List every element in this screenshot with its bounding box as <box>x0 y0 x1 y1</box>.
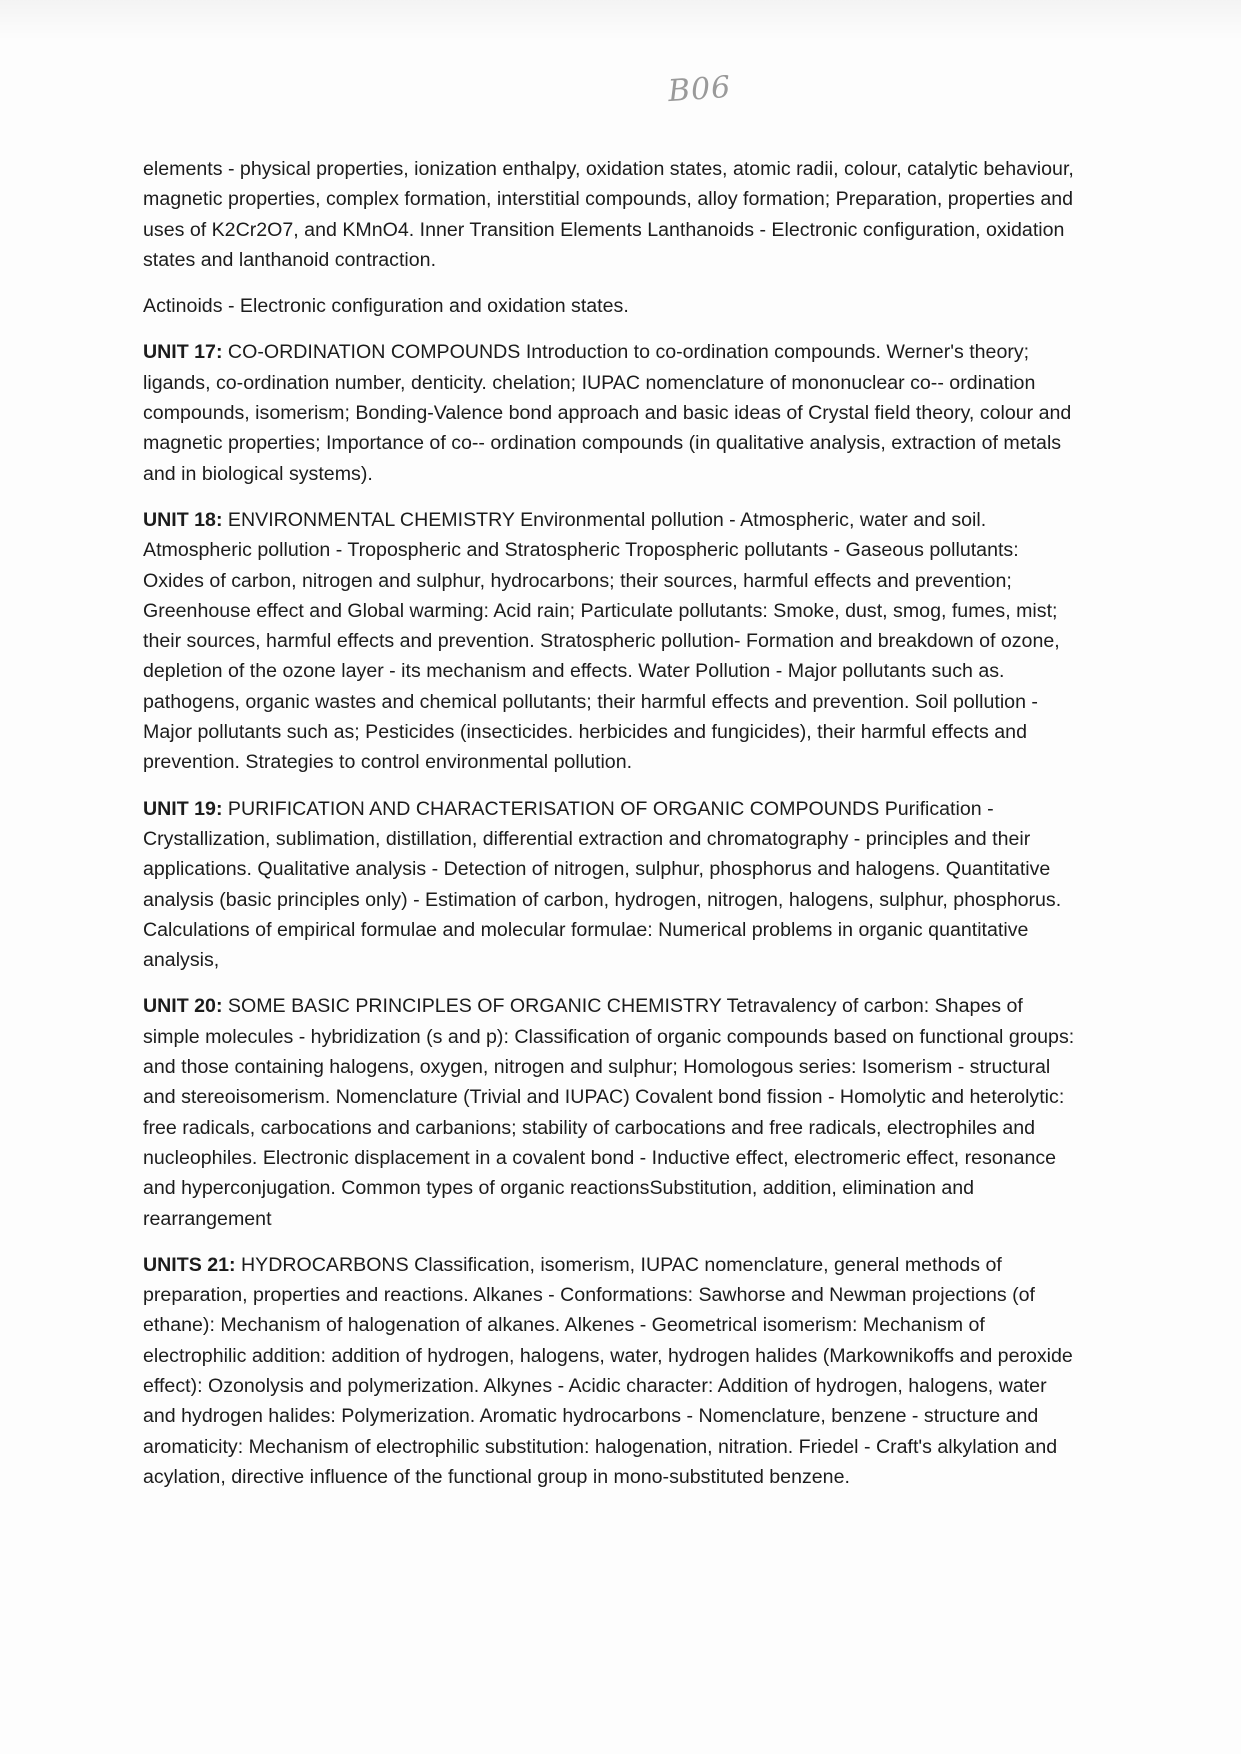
unit-17-text: CO-ORDINATION COMPOUNDS Introduction to co-ordination compounds. Werner's theory; ligands, co-ordination number, denticity. chelation; IUPAC nomenclature of mononuclear co-- ordination compounds, isomerism; Bonding-Valence bond approach and basic ideas of Crystal field theory, colour and magnetic properties; Importance of co-- ordination compounds (in qualitative analysis, extraction of metals and in biological systems). <box>143 341 1072 485</box>
unit-20-paragraph <box>143 991 1083 1233</box>
actinoids-paragraph: Actinoids - Electronic configuration and oxidation states. <box>143 295 629 318</box>
scan-shadow <box>0 0 1241 40</box>
unit-19-paragraph <box>143 794 1083 976</box>
unit-18-text: ENVIRONMENTAL CHEMISTRY Environmental pollution - Atmospheric, water and soil. Atmospheric pollution - Tropospheric and Stratospheric Tropospheric pollutants - Gaseous pollutants: Oxides of carbon, nitrogen and sulphur, hydrocarbons; their sources, harmful effects and prevention; Greenhouse effect and Global warming: Acid rain; Particulate pollutants: Smoke, dust, smog, fumes, mist; their sources, harmful effects and prevention. Stratospheric pollution- Formation and breakdown of ozone, depletion of the ozone layer - its mechanism and effects. Water Pollution - Major pollutants such as. pathogens, organic wastes and chemical pollutants; their harmful effects and prevention. Soil pollution - Major pollutants such as; Pesticides (insecticides. herbicides and fungicides), their harmful effects and prevention. Strategies to control environmental pollution. <box>143 508 1060 774</box>
unit-21-label: UNITS 21: <box>143 1253 236 1276</box>
unit-18-label: UNIT 18: <box>143 508 223 531</box>
unit-18-paragraph <box>143 505 1083 778</box>
document-body <box>143 154 1083 1508</box>
unit-21-text: HYDROCARBONS Classification, isomerism, IUPAC nomenclature, general methods of preparation, properties and reactions. Alkanes - Conformations: Sawhorse and Newman projections (of ethane): Mechanism of halogenation of alkanes. Alkenes - Geometrical isomerism: Mechanism of electrophilic addition: addition of hydrogen, halogens, water, hydrogen halides (Markownikoffs and peroxide effect): Ozonolysis and polymerization. Alkynes - Acidic character: Addition of hydrogen, halogens, water and hydrogen halides: Polymerization. Aromatic hydrocarbons - Nomenclature, benzene - structure and aromaticity: Mechanism of electrophilic substitution: halogenation, nitration. Friedel - Craft's alkylation and acylation, directive influence of the functional group in mono-substituted benzene. <box>143 1253 1073 1488</box>
unit-19-text: PURIFICATION AND CHARACTERISATION OF ORGANIC COMPOUNDS Purification - Crystallization, sublimation, distillation, differential extraction and chromatography - principles and their applications. Qualitative analysis - Detection of nitrogen, sulphur, phosphorus and halogens. Quantitative analysis (basic principles only) - Estimation of carbon, hydrogen, nitrogen, halogens, sulphur, phosphorus. Calculations of empirical formulae and molecular formulae: Numerical problems in organic quantitative analysis, <box>143 797 1062 972</box>
unit-17-label: UNIT 17: <box>143 341 223 364</box>
handwritten-page-mark: B06 <box>666 69 733 110</box>
unit-20-label: UNIT 20: <box>143 995 223 1018</box>
unit-17-paragraph <box>143 337 1083 488</box>
unit-19-label: UNIT 19: <box>143 797 223 820</box>
unit-20-text: SOME BASIC PRINCIPLES OF ORGANIC CHEMISTRY Tetravalency of carbon: Shapes of simple molecules - hybridization (s and p): Classification of organic compounds based on functional groups: and those containing halogens, oxygen, nitrogen and sulphur; Homologous series: Isomerism - structural and stereoisomerism. Nomenclature (Trivial and IUPAC) Covalent bond fission - Homolytic and heterolytic: free radicals, carbocations and carbanions; stability of carbocations and free radicals, electrophiles and nucleophiles. Electronic displacement in a covalent bond - Inductive effect, electromeric effect, resonance and hyperconjugation. Common types of organic reactionsSubstitution, addition, elimination and rearrangement <box>143 995 1075 1230</box>
intro-paragraph: elements - physical properties, ionization enthalpy, oxidation states, atomic radii, colour, catalytic behaviour, magnetic properties, complex formation, interstitial compounds, alloy formation; Preparation, properties and uses of K2Cr2O7, and KMnO4. Inner Transition Elements Lanthanoids - Electronic configuration, oxidation states and lanthanoid contraction. <box>143 158 1074 271</box>
unit-21-paragraph <box>143 1250 1083 1492</box>
